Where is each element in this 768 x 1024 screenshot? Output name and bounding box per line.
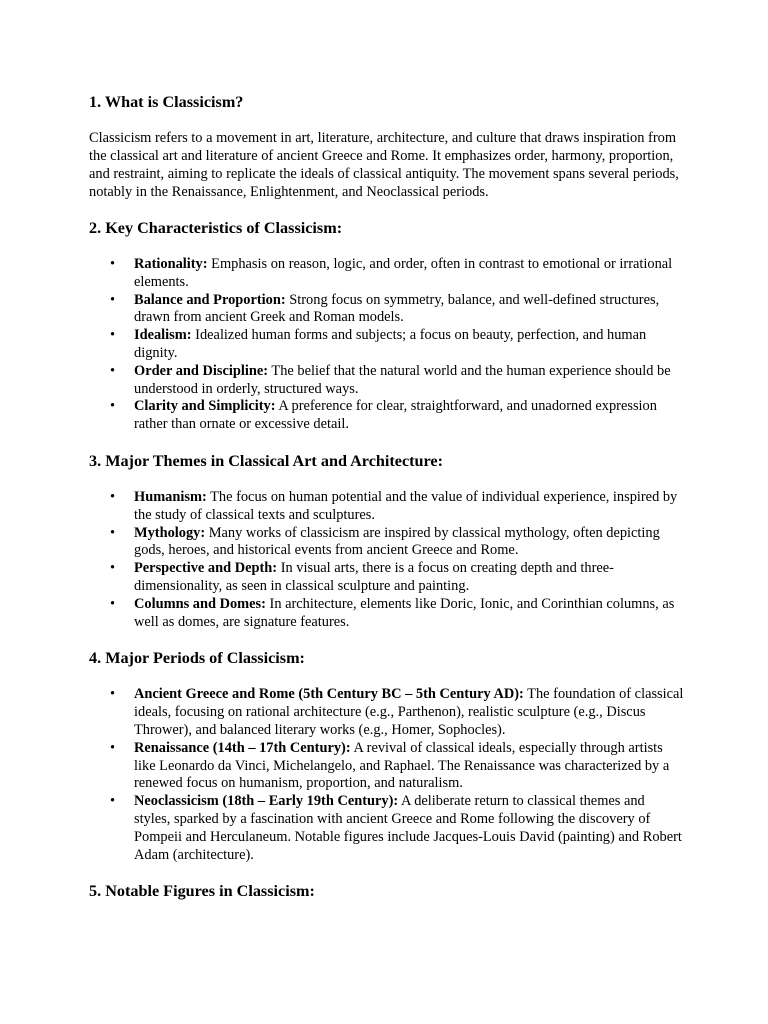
bullet-icon: • [110, 327, 116, 344]
list-item-text: In architecture, elements like Doric, Ionic, and Corinthian columns, as well as domes, are signature features. [134, 595, 675, 630]
list-item [89, 327, 684, 363]
list-item-term: Columns and Domes: [134, 595, 266, 612]
list-item [89, 793, 684, 864]
bullet-icon: • [110, 362, 116, 379]
section-paragraph: Classicism refers to a movement in art, literature, architecture, and culture that draws inspiration from the classical art and literature of ancient Greece and Rome. It emphasizes order, harmony, proportion, and restraint, aiming to replicate the ideals of classical antiquity. The movement spans several periods, notably in the Renaissance, Enlightenment, and Neoclassical periods. [89, 130, 679, 200]
list-item-term: Neoclassicism (18th – Early 19th Century): [134, 793, 399, 810]
bullet-icon: • [110, 398, 116, 415]
section-heading: 5. Notable Figures in Classicism: [89, 882, 315, 901]
list-item [89, 489, 684, 525]
list-item-term: Ancient Greece and Rome (5th Century BC – 5th Century AD): [134, 686, 524, 703]
bullet-icon: • [110, 488, 116, 505]
list-item [89, 560, 684, 596]
list-item-text: Many works of classicism are inspired by classical mythology, often depicting gods, heroes, and historical events from ancient Greece and Rome. [134, 524, 660, 559]
list-item-text: A preference for clear, straightforward, and unadorned expression rather than ornate or excessive detail. [134, 398, 657, 433]
bullet-list [89, 256, 684, 434]
bullet-icon: • [110, 595, 116, 612]
list-item-term: Mythology: [134, 524, 206, 541]
document-page [89, 92, 684, 901]
list-item-text: The foundation of classical ideals, focusing on rational architecture (e.g., Parthenon), realistic sculpture (e.g., Discus Thrower), and balanced literary works (e.g., Homer, Sophocles). [134, 686, 684, 738]
list-item-text: The focus on human potential and the value of individual experience, inspired by the study of classical texts and sculptures. [134, 488, 678, 523]
list-item-term: Renaissance (14th – 17th Century): [134, 739, 351, 756]
bullet-icon: • [110, 686, 116, 703]
list-item-text: The belief that the natural world and the human experience should be understood in orderly, structured ways. [134, 362, 671, 397]
bullet-icon: • [110, 739, 116, 756]
list-item [89, 256, 684, 292]
list-item-text: A deliberate return to classical themes and styles, sparked by a fascination with ancient Greece and Rome following the discovery of Pompeii and Herculaneum. Notable figures include Jacques-Louis David (painting) and Robert Adam (architecture). [134, 793, 682, 863]
list-item [89, 292, 684, 328]
bullet-icon: • [110, 524, 116, 541]
list-item-text: A revival of classical ideals, especially through artists like Leonardo da Vinci, Michelangelo, and Raphael. The Renaissance was characterized by a renewed focus on humanism, proportion, and naturalism. [134, 739, 670, 792]
list-item-term: Clarity and Simplicity: [134, 398, 276, 415]
list-item-text: Idealized human forms and subjects; a focus on beauty, perfection, and human dignity. [134, 327, 647, 361]
list-item-text: Emphasis on reason, logic, and order, often in contrast to emotional or irrational elements. [134, 256, 673, 290]
bullet-list [89, 489, 684, 631]
list-item-term: Perspective and Depth: [134, 560, 278, 577]
bullet-list [89, 686, 684, 864]
section-heading: 3. Major Themes in Classical Art and Architecture: [89, 451, 443, 470]
list-item-term: Rationality: [134, 256, 208, 272]
list-item-term: Idealism: [134, 327, 192, 344]
bullet-icon: • [110, 291, 116, 308]
list-item-text: In visual arts, there is a focus on creating depth and three-dimensionality, as seen in classical sculpture and painting. [134, 560, 614, 594]
section-heading: 1. What is Classicism? [89, 93, 244, 111]
list-item [89, 596, 684, 632]
bullet-icon: • [110, 256, 116, 272]
list-item [89, 525, 684, 561]
section-heading: 4. Major Periods of Classicism: [89, 649, 305, 668]
list-item-text: Strong focus on symmetry, balance, and well-defined structures, drawn from ancient Greek and Roman models. [134, 291, 660, 326]
list-item [89, 686, 684, 739]
section-heading: 2. Key Characteristics of Classicism: [89, 219, 343, 237]
list-item [89, 740, 684, 793]
list-item-term: Order and Discipline: [134, 362, 269, 379]
list-item-term: Balance and Proportion: [134, 291, 286, 308]
list-item-term: Humanism: [134, 488, 207, 505]
bullet-icon: • [110, 793, 116, 810]
list-item [89, 363, 684, 399]
list-item [89, 398, 684, 434]
bullet-icon: • [110, 560, 116, 577]
